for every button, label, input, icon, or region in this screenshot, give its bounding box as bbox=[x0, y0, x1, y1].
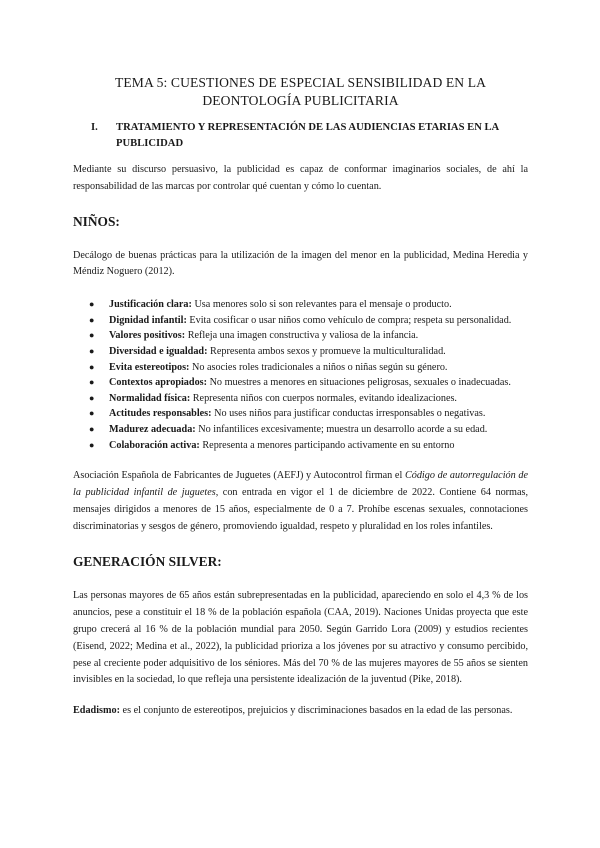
list-item-term: Actitudes responsables: bbox=[109, 408, 212, 420]
ninos-heading: NIÑOS: bbox=[73, 213, 120, 229]
list-item-text: Representa niños con cuerpos normales, evitando idealizaciones. bbox=[190, 392, 457, 404]
list-item-text: Evita cosificar o usar niños como vehículo de compra; respeta su personalidad. bbox=[186, 314, 512, 326]
good-practices-list bbox=[73, 297, 528, 453]
code-title: Código de autorregulación de la publicidad infantil de juguetes bbox=[73, 470, 528, 498]
list-item bbox=[73, 438, 528, 454]
list-item-text: Representa ambos sexos y promueve la multiculturalidad. bbox=[207, 345, 446, 357]
list-item-term: Madurez adecuada: bbox=[109, 423, 196, 435]
edadismo-term: Edadismo: bbox=[73, 705, 120, 717]
list-item-text: No muestres a menores en situaciones peligrosas, sexuales o inadecuadas. bbox=[207, 377, 511, 389]
bullet-icon: ● bbox=[89, 299, 95, 310]
section-heading bbox=[73, 120, 528, 152]
list-item bbox=[73, 391, 528, 407]
list-item bbox=[73, 360, 528, 376]
list-item bbox=[73, 344, 528, 360]
silver-heading: GENERACIÓN SILVER: bbox=[73, 554, 222, 570]
bullet-icon: ● bbox=[89, 392, 95, 403]
list-item-term: Colaboración activa: bbox=[109, 439, 200, 451]
bullet-icon: ● bbox=[89, 361, 95, 372]
edadismo-paragraph bbox=[73, 703, 528, 720]
list-item-text: Usa menores solo si son relevantes para el mensaje o producto. bbox=[191, 299, 452, 311]
list-item bbox=[73, 406, 528, 422]
bullet-icon: ● bbox=[89, 439, 95, 450]
page-title: TEMA 5: CUESTIONES DE ESPECIAL SENSIBILIDAD EN LA DEONTOLOGÍA PUBLICITARIA bbox=[114, 75, 487, 108]
list-item bbox=[73, 313, 528, 329]
list-item-term: Valores positivos: bbox=[109, 330, 186, 342]
decalogo-paragraph: Decálogo de buenas prácticas para la utilización de la imagen del menor en la publicidad, Medina Heredia y Méndiz Noguero (2012). bbox=[73, 249, 528, 278]
bullet-icon: ● bbox=[89, 408, 95, 419]
bullet-icon: ● bbox=[89, 330, 95, 341]
list-item bbox=[73, 328, 528, 344]
list-item bbox=[73, 375, 528, 391]
edadismo-definition: es el conjunto de estereotipos, prejuicios y discriminaciones basados en la edad de las personas. bbox=[120, 705, 513, 717]
aefj-text-start: Asociación Española de Fabricantes de Juguetes (AEFJ) y Autocontrol firman el bbox=[73, 470, 405, 482]
intro-paragraph: Mediante su discurso persuasivo, la publicidad es capaz de conformar imaginarios sociales, de ahí la responsabilidad de las marcas por controlar qué cuentan y cómo lo cuentan. bbox=[73, 164, 528, 192]
list-item-term: Contextos apropiados: bbox=[109, 377, 208, 389]
list-item-text: No infantilices excesivamente; muestra un desarrollo acorde a su edad. bbox=[195, 423, 488, 435]
document-page bbox=[73, 74, 528, 720]
bullet-icon: ● bbox=[89, 377, 95, 388]
list-item-term: Justificación clara: bbox=[109, 299, 192, 311]
aefj-text-end: , con entrada en vigor el 1 de diciembre de 2022. Contiene 64 normas, mensajes dirigidos a menores de 15 años, especialmente de 0 a 7. Prohíbe escenas sexuales, connotaciones discriminatorias y sesgos de género, promoviendo igualdad, respeto y pluralidad en los roles infantiles. bbox=[73, 486, 529, 532]
list-item-text: Refleja una imagen constructiva y valiosa de la infancia. bbox=[185, 330, 419, 342]
list-item-text: No uses niños para justificar conductas irresponsables o negativas. bbox=[211, 408, 486, 420]
section-number: I. bbox=[91, 122, 98, 133]
section-title: TRATAMIENTO Y REPRESENTACIÓN DE LAS AUDIENCIAS ETARIAS EN LA PUBLICIDAD bbox=[116, 122, 499, 149]
bullet-icon: ● bbox=[89, 345, 95, 356]
list-item-term: Evita estereotipos: bbox=[109, 361, 190, 373]
list-item-term: Normalidad física: bbox=[109, 392, 191, 404]
list-item-term: Diversidad e igualdad: bbox=[109, 345, 208, 357]
silver-paragraph: Las personas mayores de 65 años están subrepresentadas en la publicidad, apareciendo en solo el 4,3 % de los anuncios, pese a constituir el 18 % de la población española (CAA, 2019). Naciones Unidas proyecta que este grupo crecerá al 16 % de la población mundial para 2050. Según Garrido Lora (2009) y estudios recientes (Eisend, 2022; Medina et al., 2022), la publicidad prioriza a los jóvenes por su atractivo y consumo percibido, pese al creciente poder adquisitivo de los séniores. Más del 70 % de las mujeres mayores de 55 años se sienten invisibles en la sociedad, lo que refleja una persistente idealización de la juventud (Pike, 2018). bbox=[73, 590, 528, 686]
list-item-text: Representa a menores participando activamente en su entorno bbox=[199, 439, 455, 451]
aefj-paragraph bbox=[73, 468, 528, 535]
list-item-term: Dignidad infantil: bbox=[109, 314, 187, 326]
list-item bbox=[73, 422, 528, 438]
list-item bbox=[73, 297, 528, 313]
bullet-icon: ● bbox=[89, 314, 95, 325]
bullet-icon: ● bbox=[89, 423, 95, 434]
list-item-text: No asocies roles tradicionales a niños o niñas según su género. bbox=[189, 361, 448, 373]
